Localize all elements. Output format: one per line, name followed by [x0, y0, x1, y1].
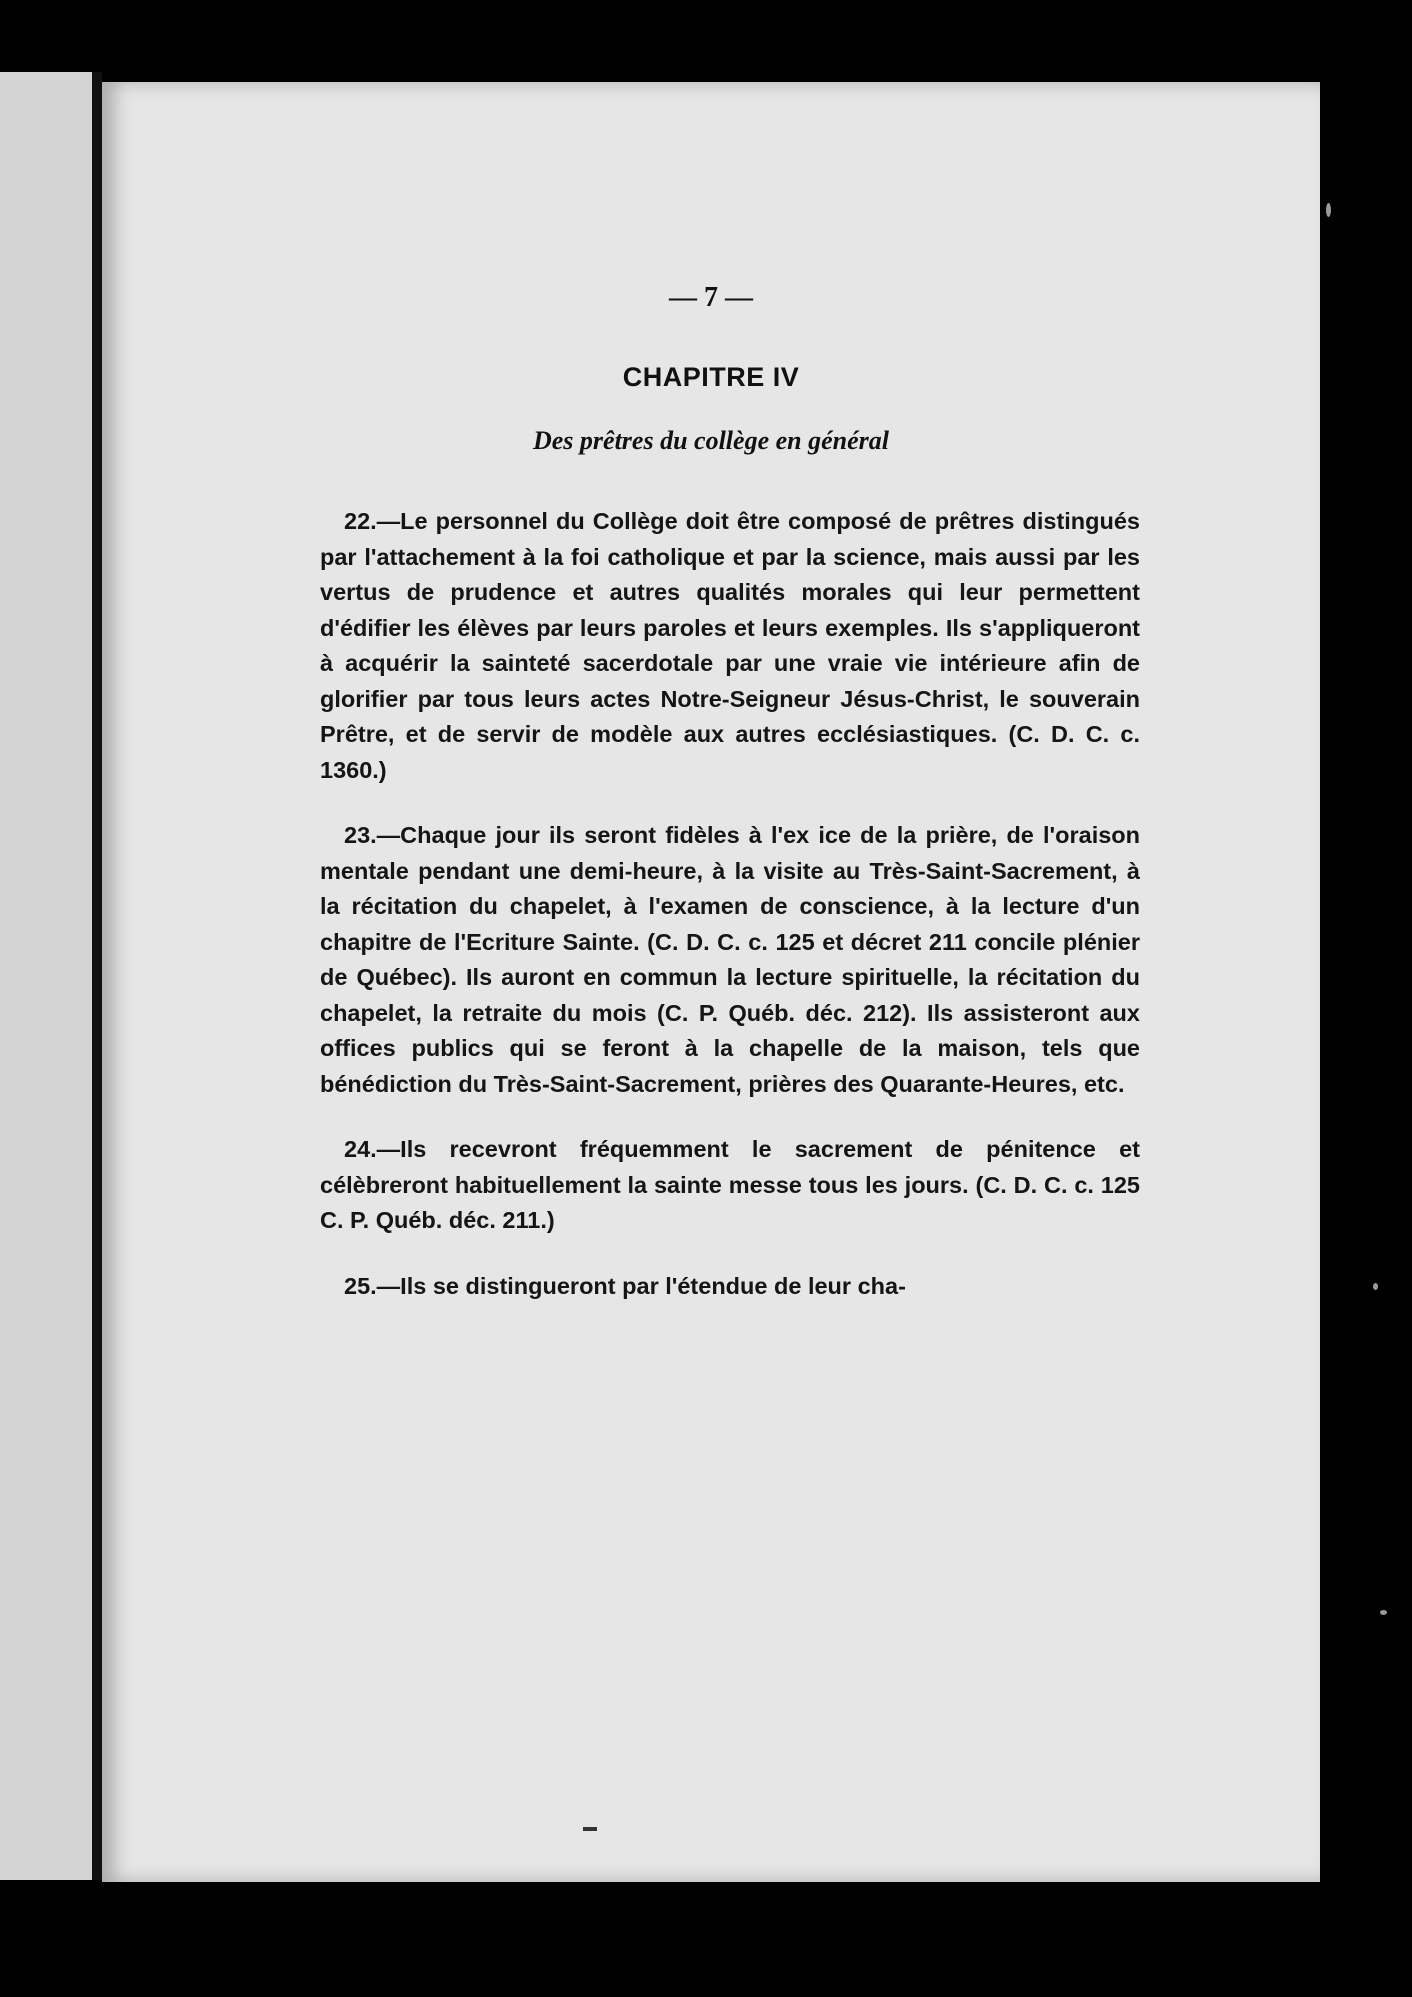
document-page: [102, 82, 1320, 1882]
scan-speck: [1326, 203, 1331, 217]
scan-speck: [1373, 1283, 1378, 1290]
paragraph-23: 23.—Chaque jour ils seront fidèles à l'ex ice de la prière, de l'oraison mentale pendant une demi-heure, à la visite au Très-Saint-Sacrement, à la récitation du chapelet, à l'examen de conscience, à la lecture d'un chapitre de l'Ecriture Sainte. (C. D. C. c. 125 et décret 211 concile plénier de Québec). Ils auront en commun la lecture spirituelle, la récitation du chapelet, la retraite du mois (C. P. Québ. déc. 212). Ils assisteront aux offices publics qui se feront à la chapelle de la maison, tels que bénédiction du Très-Saint-Sacrement, prières des Quarante-Heures, etc.: [320, 822, 1140, 1097]
paragraph-24: 24.—Ils recevront fréquemment le sacrement de pénitence et célèbreront habituellement la sainte messe tous les jours. (C. D. C. c. 125 C. P. Québ. déc. 211.): [320, 1136, 1140, 1233]
chapter-subtitle: Des prêtres du collège en général: [532, 426, 889, 455]
facing-page-edge: [0, 72, 92, 1880]
body-text: [320, 504, 1140, 1334]
chapter-title: CHAPITRE IV: [622, 362, 800, 392]
scan-speck: [1380, 1610, 1387, 1615]
paragraph-22: 22.—Le personnel du Collège doit être composé de prêtres distingués par l'attachement à la foi catholique et par la science, mais aussi par les vertus de prudence et autres qualités morales qui leur permettent d'édifier les élèves par leurs paroles et leurs exemples. Ils s'appliqueront à acquérir la sainteté sacerdotale par une vraie vie intérieure afin de glorifier par tous leurs actes Notre-Seigneur Jésus-Christ, le souverain Prêtre, et de servir de modèle aux autres ecclésiastiques. (C. D. C. c. 1360.): [320, 508, 1140, 783]
binding-gutter: [92, 72, 102, 1880]
page-number: — 7 —: [669, 282, 753, 313]
paragraph-25: 25.—Ils se distingueront par l'étendue de leur cha-: [344, 1272, 906, 1299]
footer-mark: [583, 1827, 597, 1831]
